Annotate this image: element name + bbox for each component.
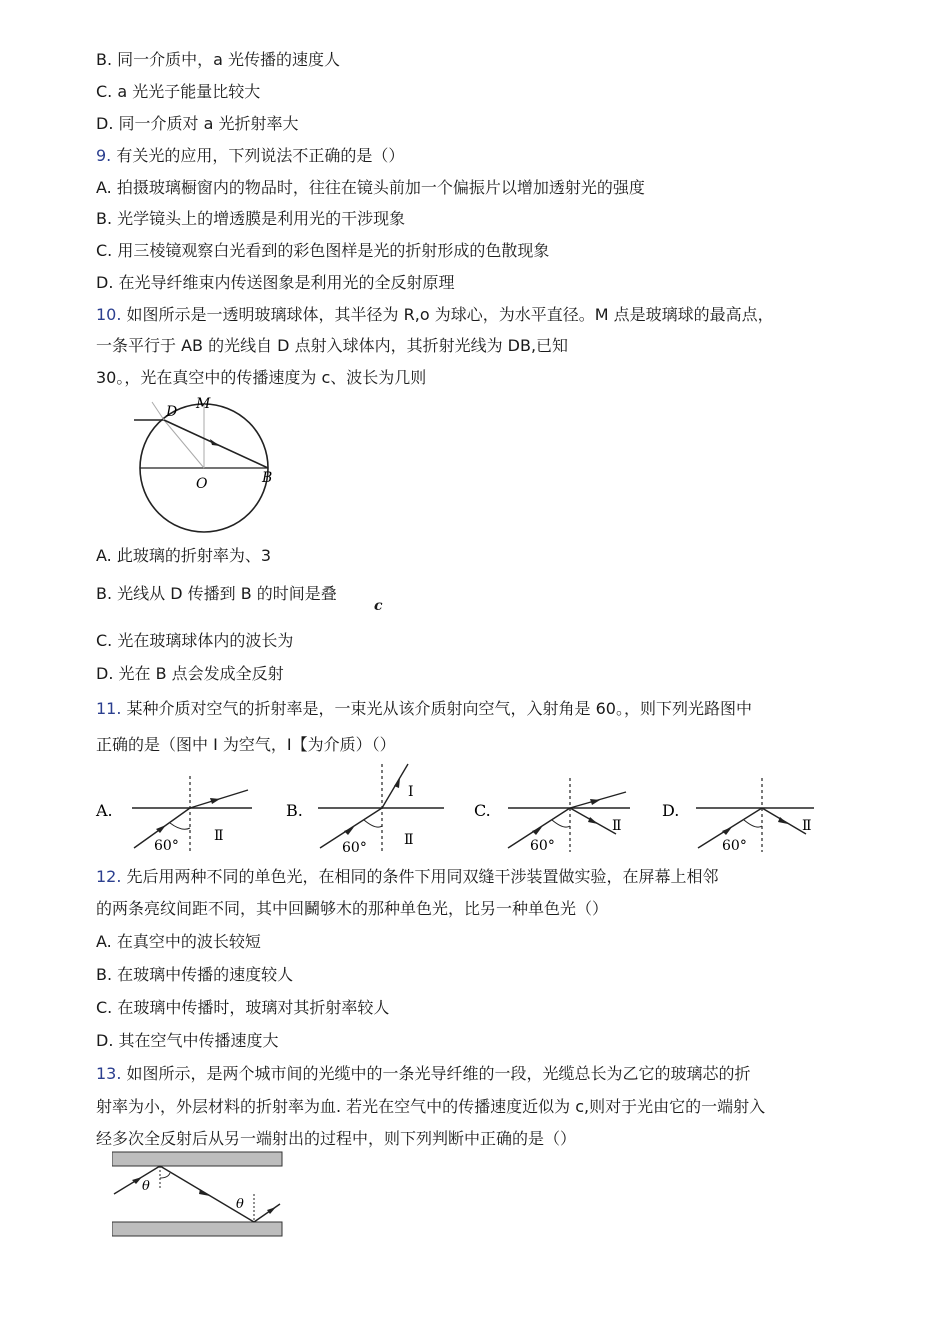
q11-stem-text-1: 某种介质对空气的折射率是，一束光从该介质射向空气，入射角是 60。，则下列光路图中 — [121, 699, 752, 718]
q13-stem-2: 射率为小，外层材料的折射率为血. 若光在空气中的传播速度近似为 c,则对于光由它的一端射入 — [96, 1097, 766, 1116]
q9-option-d: D. 在光导纤维束内传送图象是利用光的全反射原理 — [96, 273, 455, 292]
point-d-label: D — [166, 404, 178, 420]
q12-stem-text-1: 先后用两种不同的单色光，在相同的条件下用同双缝干涉装置做实验，在屏幕上相邻 — [121, 867, 719, 886]
fig-a-label: A. — [96, 801, 113, 820]
q13-number: 13. — [96, 1064, 122, 1083]
fig-d-region: Ⅱ — [802, 818, 812, 834]
fig-a-angle: 60° — [154, 838, 179, 854]
q11-number: 11. — [96, 699, 122, 718]
q9-number: 9. — [96, 146, 112, 165]
fiber-cladding-top — [112, 1152, 282, 1166]
q12-stem-1 — [96, 864, 719, 887]
q11-figure-b — [284, 760, 454, 856]
point-m-label: M — [196, 396, 211, 412]
q9-stem — [96, 143, 404, 166]
fig-b-label: B. — [286, 801, 303, 820]
normal-extension — [152, 402, 164, 420]
fig-c-angle: 60° — [530, 838, 555, 854]
q13-stem-text-1: 如图所示，是两个城市间的光缆中的一条光导纤维的一段，光缆总长为乙它的玻璃芯的折 — [121, 1064, 751, 1083]
q10-option-c: C. 光在玻璃球体内的波长为 — [96, 631, 294, 650]
q10-number: 10. — [96, 305, 122, 324]
q12-option-d: D. 其在空气中传播速度大 — [96, 1031, 279, 1050]
q10-stem-2: 一条平行于 AB 的光线自 D 点射入球体内，其折射光线为 DB,已知 — [96, 336, 569, 355]
ray-arrow — [210, 439, 220, 446]
q10-stem-1 — [96, 302, 774, 325]
q9-option-b: B. 光学镜头上的增透膜是利用光的干涉现象 — [96, 209, 406, 228]
normal-line — [164, 420, 204, 468]
q9-stem-text: 有关光的应用，下列说法不正确的是（） — [111, 146, 405, 165]
fig-b-region: Ⅱ — [404, 832, 414, 848]
point-o-label: O — [196, 476, 208, 492]
theta-label-1: θ — [142, 1179, 150, 1194]
optical-fiber-figure — [112, 1150, 284, 1240]
q11-figure-c — [472, 772, 636, 856]
fiber-cladding-bottom — [112, 1222, 282, 1236]
fig-d-label: D. — [662, 801, 680, 820]
q12-option-c: C. 在玻璃中传播时，玻璃对其折射率较人 — [96, 998, 390, 1017]
q12-stem-2: 的两条亮纹间距不同，其中回鬭够木的那种单色光，比另一种单色光（） — [96, 899, 609, 918]
fig-d-angle: 60° — [722, 838, 747, 854]
q8-option-b: B. 同一介质中，a 光传播的速度人 — [96, 50, 341, 69]
theta-label-2: θ — [236, 1197, 244, 1212]
q8-option-c: C. a 光光子能量比较大 — [96, 82, 261, 101]
q10-option-d: D. 光在 B 点会发成全反射 — [96, 664, 284, 683]
q13-stem-3: 经多次全反射后从另一端射出的过程中，则下列判断中正确的是（） — [96, 1129, 577, 1148]
q11-stem-2: 正确的是（图中 I 为空气，I【为介质）（） — [96, 735, 396, 754]
q10-option-b: B. 光线从 D 传播到 B 的时间是叠 — [96, 584, 337, 603]
fig-c-region: Ⅱ — [612, 818, 622, 834]
q8-option-d: D. 同一介质对 a 光折射率大 — [96, 114, 299, 133]
q11-stem-1 — [96, 696, 752, 719]
q10-stem-3: 30。，光在真空中的传播速度为 c、波长为几则 — [96, 368, 427, 387]
q9-option-c: C. 用三棱镜观察白光看到的彩色图样是光的折射形成的色散现象 — [96, 241, 550, 260]
glass-sphere-figure — [134, 394, 284, 536]
q10-option-a: A. 此玻璃的折射率为、3 — [96, 546, 272, 565]
fig-b-region-top: Ⅰ — [408, 784, 414, 800]
reflected-ray-2 — [254, 1204, 280, 1222]
q13-stem-1 — [96, 1061, 751, 1084]
q12-option-b: B. 在玻璃中传播的速度较人 — [96, 965, 294, 984]
fig-b-angle: 60° — [342, 840, 367, 856]
q12-option-a: A. 在真空中的波长较短 — [96, 932, 261, 951]
q10-stem-text-1: 如图所示是一透明玻璃球体，其半径为 R,o 为球心，为水平直径。M 点是玻璃球的最高点， — [121, 305, 774, 324]
q10-option-b-denominator: c — [374, 598, 383, 614]
fig-a-region: Ⅱ — [214, 828, 224, 844]
q11-figure-a — [94, 768, 258, 856]
q12-number: 12. — [96, 867, 122, 886]
q9-option-a: A. 拍摄玻璃橱窗内的物品时，往往在镜头前加一个偏振片以增加透射光的强度 — [96, 178, 645, 197]
fig-c-label: C. — [474, 801, 491, 820]
point-b-label: B — [262, 470, 273, 486]
q11-figure-d — [660, 772, 824, 856]
